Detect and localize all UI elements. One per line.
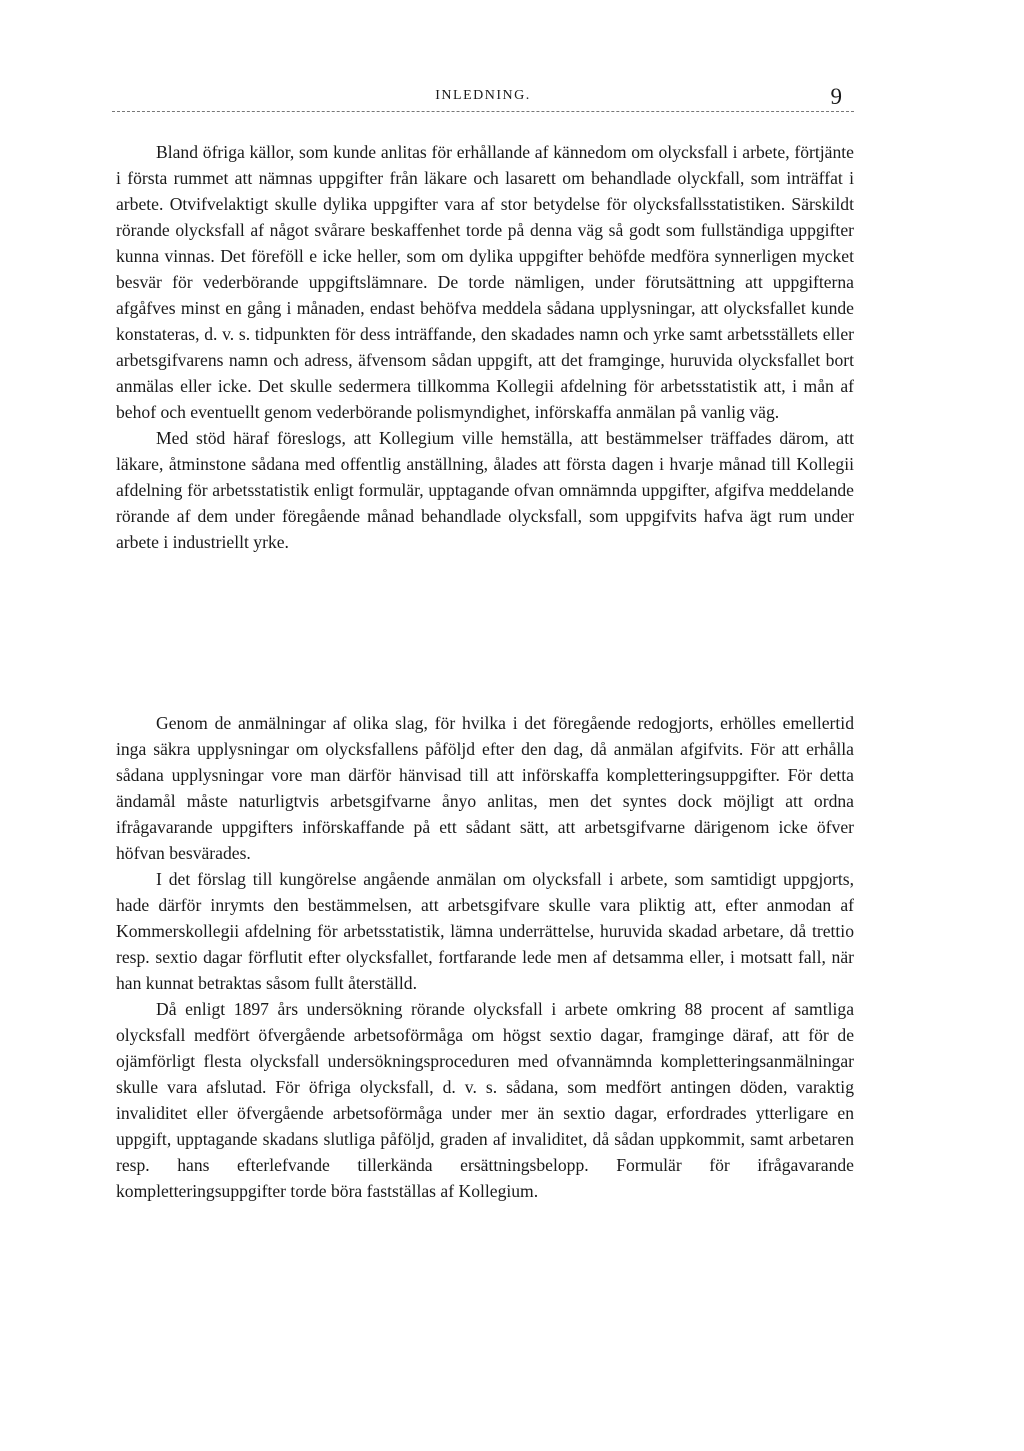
paragraph: Bland öfriga källor, som kunde anlitas för erhållande af kännedom om olycksfall i arbete, förtjänte i första rummet att nämnas uppgifter från läkare och lasarett om behandlade olyckfall, som inträffat i arbete. Otvifvelaktigt skulle dylika uppgifter vara af stor betydelse för olycksfallsstatistiken. Särskildt rörande olycksfall af något svårare beskaffenhet torde på denna väg så godt som fullständiga uppgifter kunna vinnas. Det föreföll e icke heller, som om dylika uppgifter behöfde medföra synnerligen mycket besvär för vederbörande uppgiftslämnare. De torde nämligen, under förutsättning att uppgifterna afgåfves minst en gång i månaden, endast behöfva meddela sådana upplysningar, att olycksfallet kunde konstateras, d. v. s. tidpunkten för dess inträffande, den skadades namn och yrke samt arbetsställets eller arbetsgifvarens namn och adress, äfvensom sådan uppgift, att det framginge, huruvida olycksfallet bort anmälas eller icke. Det skulle sedermera tillkomma Kollegii afdelning för arbetsstatistik att, i mån af behof och eventuellt genom vederbörande polismyndighet, införskaffa anmälan på vanlig väg. [116,142,854,422]
paragraph: Genom de anmälningar af olika slag, för hvilka i det föregående redogjorts, erhölles emellertid inga säkra upplysningar om olycksfallens påföljd efter den dag, då anmälan afgifvits. För att erhålla sådana upplysningar vore man därför hänvisad till att införskaffa kompletteringsuppgifter. För detta ändamål måste naturligtvis arbetsgifvarne ånyo anlitas, men det syntes dock möjligt att ordna ifrågavarande uppgifters införskaffande på ett sådant sätt, att arbetsgifvarne därigenom icke öfver höfvan besvärades. [116,713,854,863]
header-rule [112,111,854,112]
section-1 [116,139,854,555]
running-header [112,86,854,110]
paragraph: Med stöd häraf föreslogs, att Kollegium ville hemställa, att bestämmelser träffades därom, att läkare, åtminstone sådana med offentlig anställning, ålades att första dagen i hvarje månad till Kollegii afdelning för arbetsstatistik enligt formulär, upptagande ofvan omnämnda uppgifter, afgifva meddelande rörande af dem under föregående månad behandlade olycksfall, som uppgifvits hafva ägt rum under arbete i industriellt yrke. [116,428,854,552]
page-number: 9 [830,84,842,109]
paragraph: I det förslag till kungörelse angående anmälan om olycksfall i arbete, som samtidigt uppgjorts, hade därför inrymts den bestämmelsen, att arbetsgifvare skulle vara pliktig att, efter anmodan af Kommerskollegii afdelning för arbetsstatistik, lämna underrättelse, huruvida skadad arbetare, då trettio resp. sextio dagar förflutit efter olycksfallet, fortfarande lede men af detsamma eller, i motsatt fall, när han kunnat betraktas såsom fullt återställd. [116,869,854,993]
section-2 [116,710,854,1204]
paragraph: Då enligt 1897 års undersökning rörande olycksfall i arbete omkring 88 procent af samtliga olycksfall medfört öfvergående arbetsoförmåga om högst sextio dagar, framginge däraf, att för de ojämförligt flesta olycksfall undersökningsproceduren med ofvannämnda kompletteringsanmälningar skulle vara afslutad. För öfriga olycksfall, d. v. s. sådana, som medfört antingen döden, varaktig invaliditet eller öfvergående arbetsoförmåga under mer än sextio dagar, erfordrades ytterligare en uppgift, upptagande skadans slutliga påföljd, graden af invaliditet, då sådan uppkommit, samt arbetaren resp. hans efterlefvande tillerkända ersättningsbelopp. Formulär för ifrågavarande kompletteringsuppgifter torde böra fastställas af Kollegium. [116,999,854,1201]
running-title: INLEDNING. [435,88,531,103]
